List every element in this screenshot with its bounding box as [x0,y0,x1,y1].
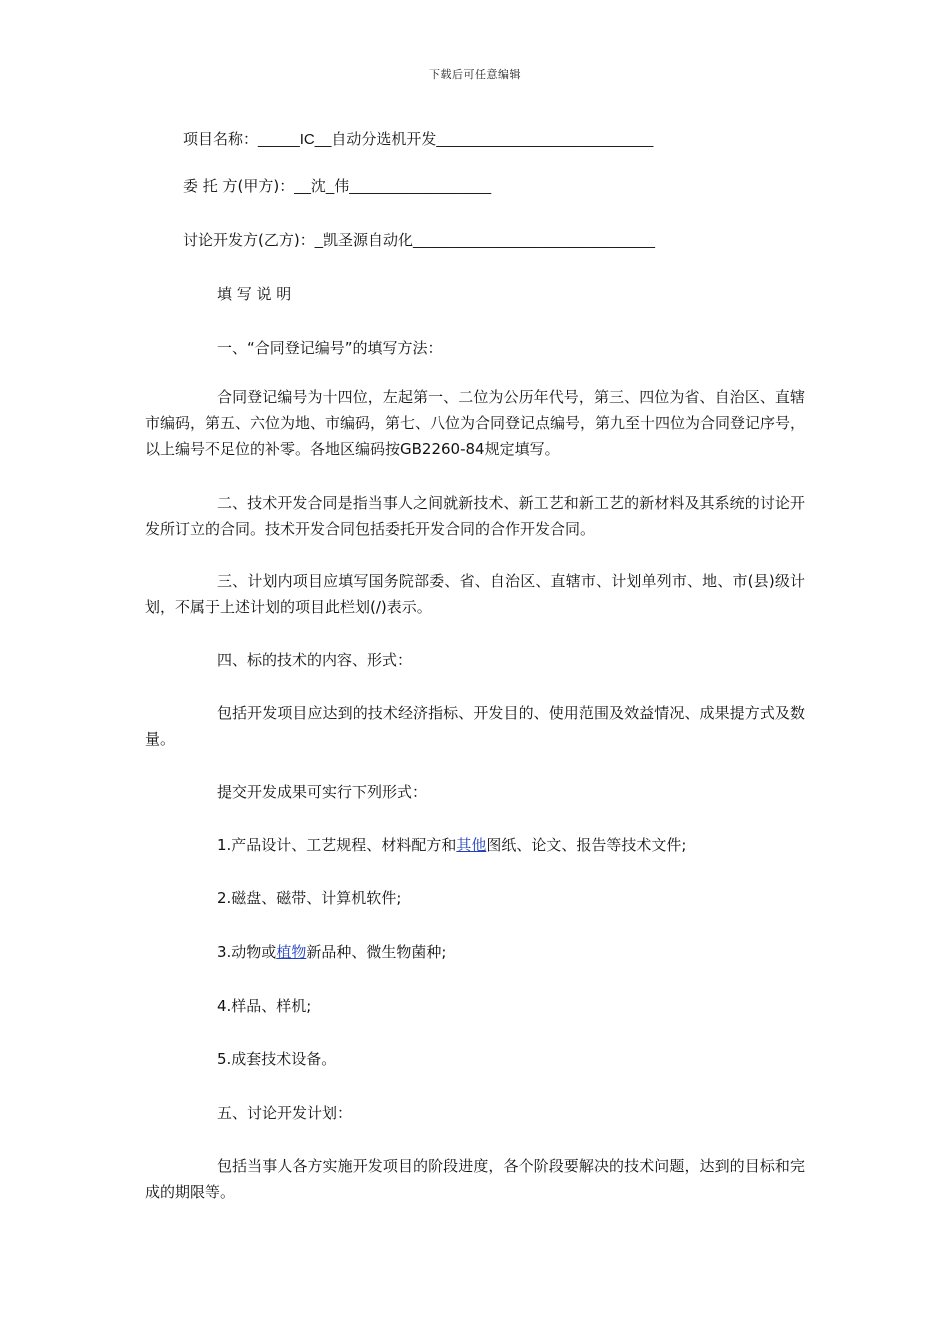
project-name-label: 项目名称： [183,130,259,148]
forms-intro: 提交开发成果可实行下列形式： [217,783,428,801]
client-line [183,175,491,196]
other-link[interactable]: 其他 [456,836,487,854]
form-item-3-pre: 3.动物或 [217,943,277,961]
form-item-3 [217,941,446,962]
section-1-body: 合同登记编号为十四位，左起第一、二位为公历年代号，第三、四位为省、自治区、直辖市编码，第五、六位为地、市编码，第七、八位为合同登记点编号，第九至十四位为合同登记序号，以上编号不足位的补零。各地区编码按GB2260-84规定填写。 [145,388,806,458]
form-item-5: 5.成套技术设备。 [217,1050,337,1068]
form-item-1-post: 图纸、论文、报告等技术文件; [486,836,687,854]
plant-link[interactable]: 植物 [276,943,307,961]
header-note: 下载后可任意编辑 [429,68,521,81]
section-2-body: 二、技术开发合同是指当事人之间就新技术、新工艺和新工艺的新材料及其系统的讨论开发所订立的合同。技术开发合同包括委托开发合同的合作开发合同。 [145,494,805,538]
section-5-heading: 五、讨论开发计划： [217,1104,353,1122]
client-label: 委 托 方(甲方)： [183,177,295,195]
section-5-body: 包括当事人各方实施开发项目的阶段进度，各个阶段要解决的技术问题，达到的目标和完成的期限等。 [145,1157,805,1201]
developer-label: 讨论开发方(乙方)： [183,231,315,249]
instructions-title: 填 写 说 明 [217,285,292,303]
developer-line [183,229,655,250]
form-item-1 [217,834,686,855]
form-item-3-post: 新品种、微生物菌种; [306,943,447,961]
section-1-heading: 一、“合同登记编号”的填写方法： [217,339,443,357]
form-item-4: 4.样品、样机; [217,997,312,1015]
developer-value: _凯圣源自动化_____________________________ [314,232,655,249]
section-4-heading: 四、标的技术的内容、形式： [217,651,413,669]
section-4-body: 包括开发项目应达到的技术经济指标、开发目的、使用范围及效益情况、成果提方式及数量。 [145,704,805,748]
form-item-1-pre: 1.产品设计、工艺规程、材料配方和 [217,836,457,854]
form-item-2: 2.磁盘、磁带、计算机软件; [217,889,402,907]
project-name-value: _____IC__自动分选机开发__________________________ [258,131,654,148]
client-value: __沈_伟_________________ [294,178,492,195]
section-3-body: 三、计划内项目应填写国务院部委、省、自治区、直辖市、计划单列市、地、市(县)级计划，不属于上述计划的项目此栏划(/)表示。 [145,572,805,616]
project-name-line [183,128,653,149]
